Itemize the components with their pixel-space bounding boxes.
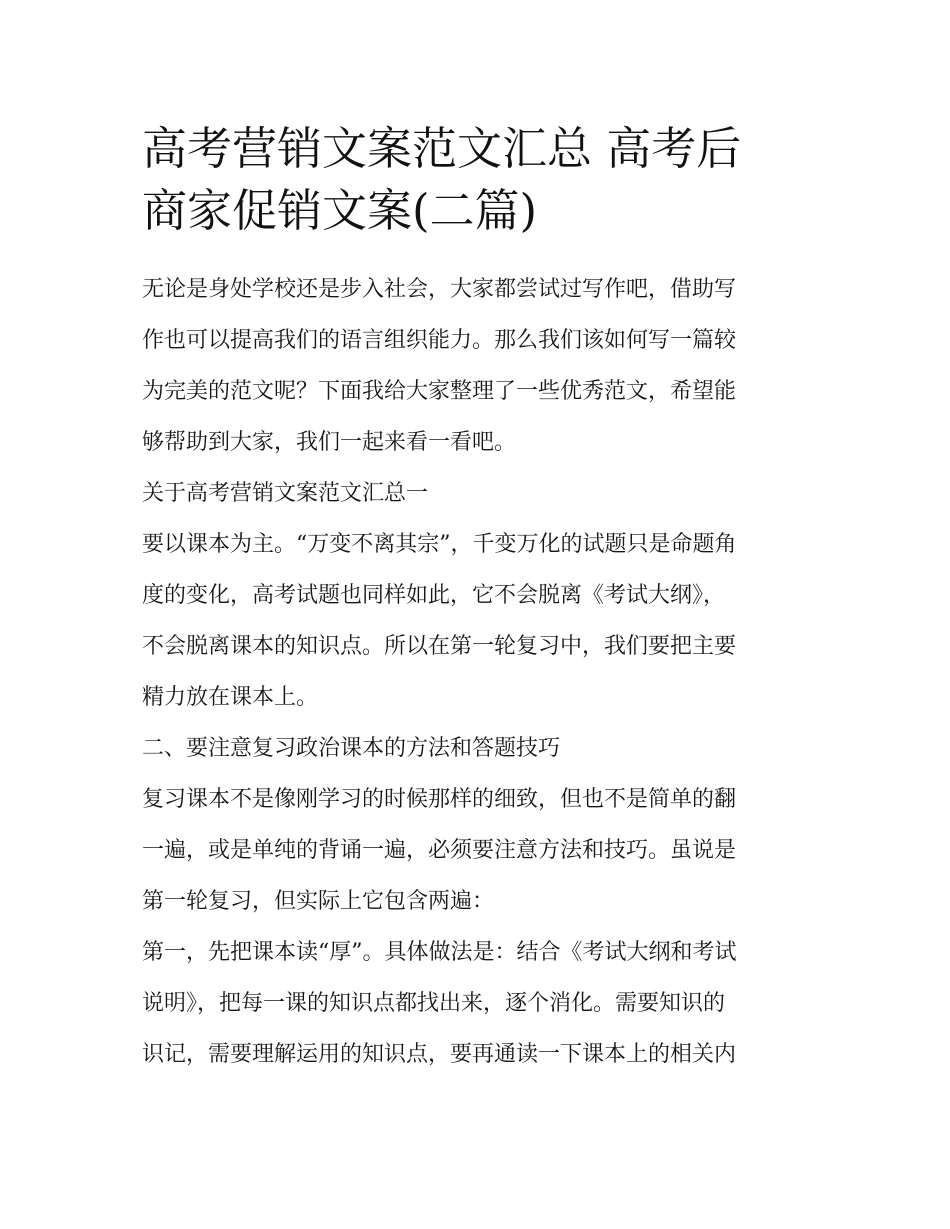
text-line: 复习课本不是像刚学习的时候那样的细致，但也不是简单的翻 [142,787,737,812]
text-line: 作也可以提高我们的语言组织能力。那么我们该如何写一篇较 [142,328,737,353]
body-paragraph [142,519,812,723]
text-line: 不会脱离课本的知识点。所以在第一轮复习中，我们要把主要 [142,634,737,659]
text-line: 说明》，把每一课的知识点都找出来，逐个消化。需要知识的 [142,991,726,1016]
document-body [142,264,812,1080]
document-content [142,118,812,1080]
text-line: 度的变化，高考试题也同样如此，它不会脱离《考试大纲》， [142,583,726,608]
text-line: 识记，需要理解运用的知识点，要再通读一下课本上的相关内 [142,1042,737,1067]
section-heading [142,723,812,774]
text-line: 够帮助到大家，我们一起来看一看吧。 [142,430,517,455]
text-line: 精力放在课本上。 [142,685,319,710]
text-line: 二、要注意复习政治课本的方法和答题技巧 [142,736,561,761]
title-line: 商家促销文案(二篇) [142,184,538,237]
text-line: 无论是身处学校还是步入社会，大家都尝试过写作吧，借助写 [142,277,737,302]
text-line: 要以课本为主。“万变不离其宗”，千变万化的试题只是命题角 [142,532,737,557]
document-title [142,118,812,242]
text-line: 为完美的范文呢？下面我给大家整理了一些优秀范文，希望能 [142,379,737,404]
text-line: 关于高考营销文案范文汇总一 [142,481,429,506]
text-line: 一遍，或是单纯的背诵一遍，必须要注意方法和技巧。虽说是 [142,838,737,863]
text-line: 第一，先把课本读“厚”。具体做法是：结合《考试大纲和考试 [142,940,737,965]
body-paragraph [142,927,812,1080]
body-paragraph [142,774,812,927]
text-line: 第一轮复习，但实际上它包含两遍： [142,889,495,914]
intro-paragraph [142,264,812,468]
section-heading [142,468,812,519]
title-line: 高考营销文案范文汇总 高考后 [142,122,742,175]
